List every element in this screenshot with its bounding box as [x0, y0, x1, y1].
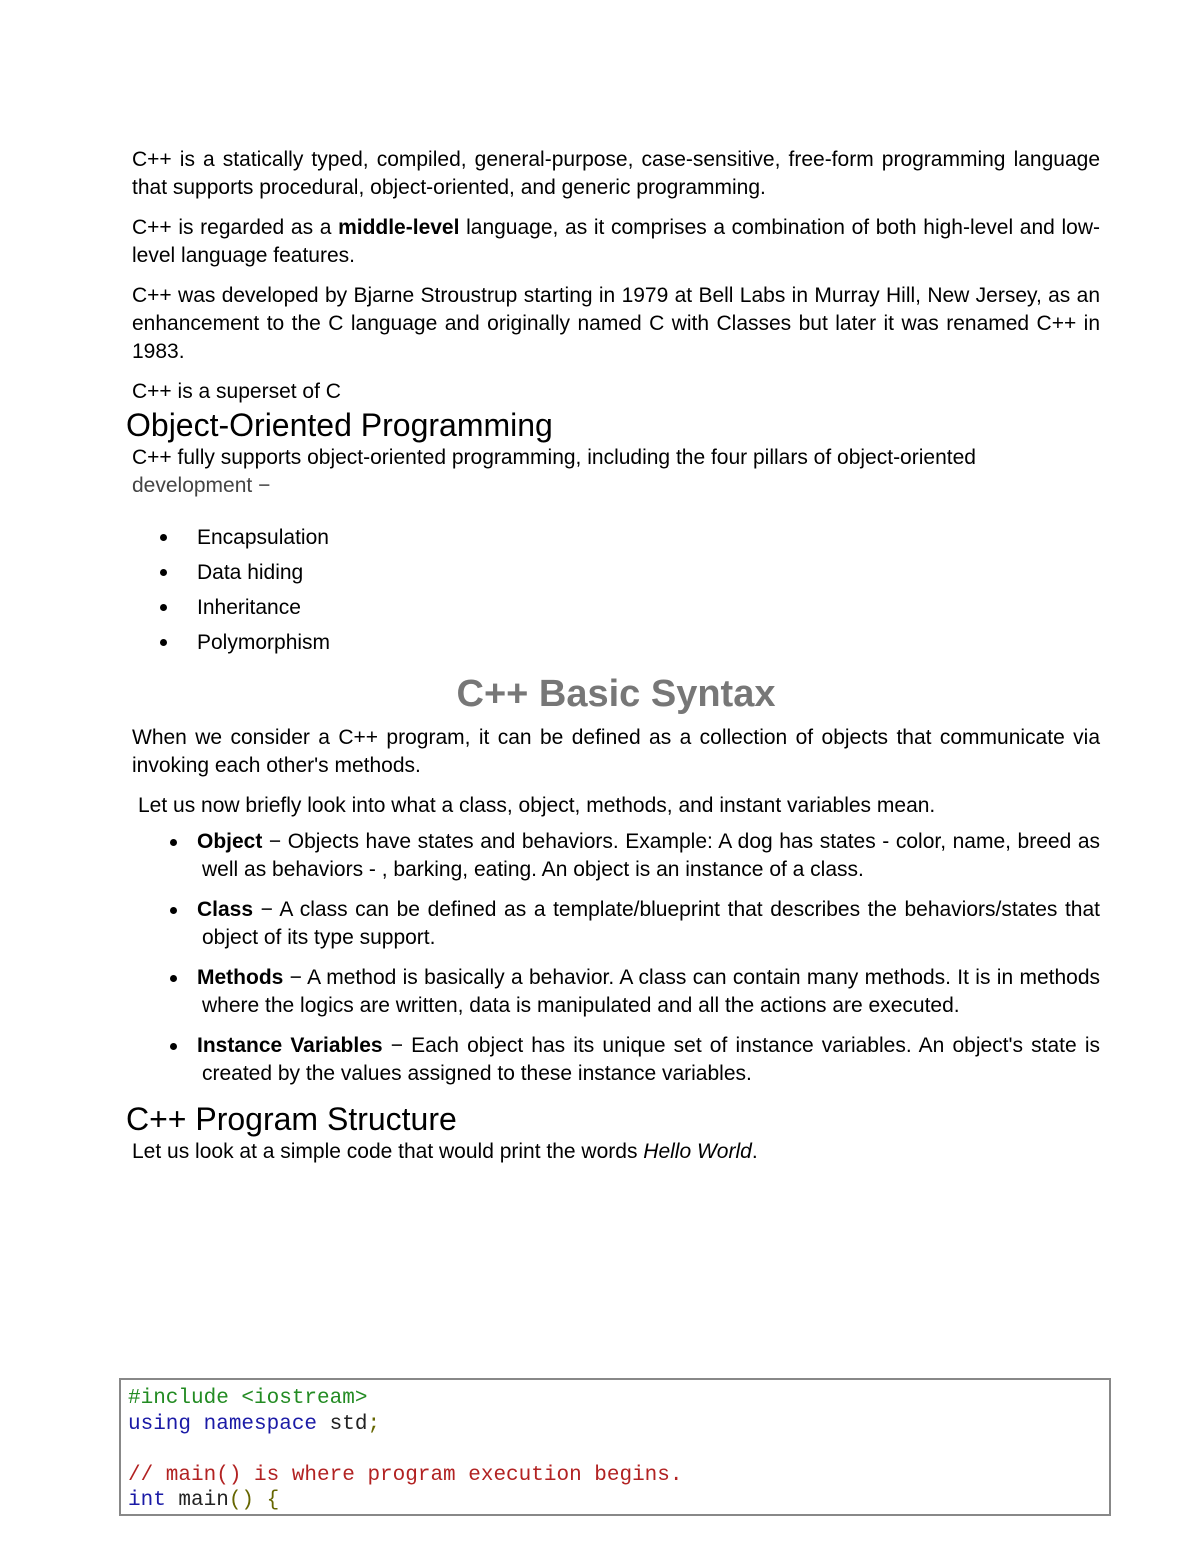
- hello-world-term: Hello World: [643, 1140, 752, 1163]
- middle-level-term: middle-level: [338, 216, 460, 239]
- list-item: [132, 590, 1100, 625]
- code-identifier: std: [317, 1412, 368, 1436]
- list-item: [132, 1032, 1100, 1088]
- intro-paragraph-1: C++ is a statically typed, compiled, general-purpose, case-sensitive, free-form programming language that supports procedural, object-oriented, and generic programming.: [132, 148, 1100, 199]
- definition-text: − Each object has its unique set of instance variables. An object's state is created by the values assigned to these instance variables.: [202, 1034, 1100, 1085]
- pillar-label: Inheritance: [197, 596, 301, 619]
- bullet-icon: [170, 839, 177, 846]
- definition-term: Object: [197, 830, 263, 853]
- code-keyword: int: [128, 1489, 166, 1512]
- code-preprocessor: #include <iostream>: [128, 1387, 368, 1410]
- code-punctuation: () {: [228, 1489, 280, 1512]
- program-structure-heading: C++ Program Structure: [126, 1101, 457, 1137]
- structure-paragraph: [132, 1138, 1100, 1166]
- definition-term: Methods: [197, 966, 284, 989]
- code-block: [119, 1378, 1111, 1516]
- code-line: [128, 1386, 1109, 1412]
- intro-paragraph-2: [132, 214, 1100, 270]
- syntax-intro-paragraph: When we consider a C++ program, it can be defined as a collection of objects that communicate via invoking each other's methods.: [132, 726, 1100, 777]
- bullet-icon: [160, 534, 167, 541]
- bullet-icon: [170, 907, 177, 914]
- code-identifier: main: [165, 1489, 229, 1512]
- code-line: [128, 1463, 1109, 1489]
- list-item: [132, 625, 1100, 660]
- list-item: [132, 896, 1100, 952]
- structure-text-end: .: [751, 1140, 758, 1163]
- oop-paragraph: [132, 444, 1100, 500]
- code-line-blank: [128, 1437, 1109, 1463]
- bullet-icon: [160, 639, 167, 646]
- pillar-label: Data hiding: [197, 561, 304, 584]
- syntax-letus-paragraph: Let us now briefly look into what a class, object, methods, and instant variables mean.: [138, 794, 936, 817]
- intro-paragraph-4: C++ is a superset of C: [132, 380, 341, 403]
- code-punctuation: ;: [367, 1412, 381, 1436]
- definition-term: Class: [197, 898, 254, 921]
- code-line: [128, 1488, 1109, 1514]
- definition-term: Instance Variables: [197, 1034, 383, 1057]
- list-item: [132, 828, 1100, 884]
- bullet-icon: [160, 569, 167, 576]
- list-item: [132, 964, 1100, 1020]
- basic-syntax-title: C++ Basic Syntax: [456, 673, 776, 715]
- bullet-icon: [160, 604, 167, 611]
- bullet-icon: [170, 1043, 177, 1050]
- definitions-list: [132, 828, 1100, 1088]
- pillar-label: Encapsulation: [197, 526, 329, 549]
- oop-text-b: development −: [132, 474, 271, 497]
- code-comment: // main() is where program execution begins.: [128, 1463, 683, 1487]
- intro-p2-start: C++ is regarded as a: [132, 216, 339, 239]
- pillars-list: [132, 520, 1100, 660]
- code-keyword: using namespace: [128, 1412, 318, 1436]
- oop-text-a: C++ fully supports object-oriented programming, including the four pillars of object-oriented: [132, 446, 976, 469]
- code-line: [128, 1412, 1109, 1438]
- intro-p2-end: language, as it comprises a combination of both high-level and low-level language features.: [132, 216, 1101, 267]
- definition-text: − A class can be defined as a template/blueprint that describes the behaviors/states that object of its type support.: [202, 898, 1100, 949]
- list-item: [132, 520, 1100, 555]
- document-page: [126, 146, 1101, 1166]
- bullet-icon: [170, 975, 177, 982]
- definition-text: − Objects have states and behaviors. Example: A dog has states - color, name, breed as well as behaviors - , barking, eating. An object is an instance of a class.: [202, 830, 1100, 881]
- definition-text: − A method is basically a behavior. A class can contain many methods. It is in methods where the logics are written, data is manipulated and all the actions are executed.: [202, 966, 1100, 1017]
- pillar-label: Polymorphism: [197, 631, 331, 654]
- structure-text-start: Let us look at a simple code that would print the words: [132, 1140, 644, 1163]
- list-item: [132, 555, 1100, 590]
- oop-heading: Object-Oriented Programming: [126, 407, 553, 443]
- intro-paragraph-3: C++ was developed by Bjarne Stroustrup starting in 1979 at Bell Labs in Murray Hill, New Jersey, as an enhancement to the C language and originally named C with Classes but later it was renamed C++ in 1983.: [132, 284, 1100, 363]
